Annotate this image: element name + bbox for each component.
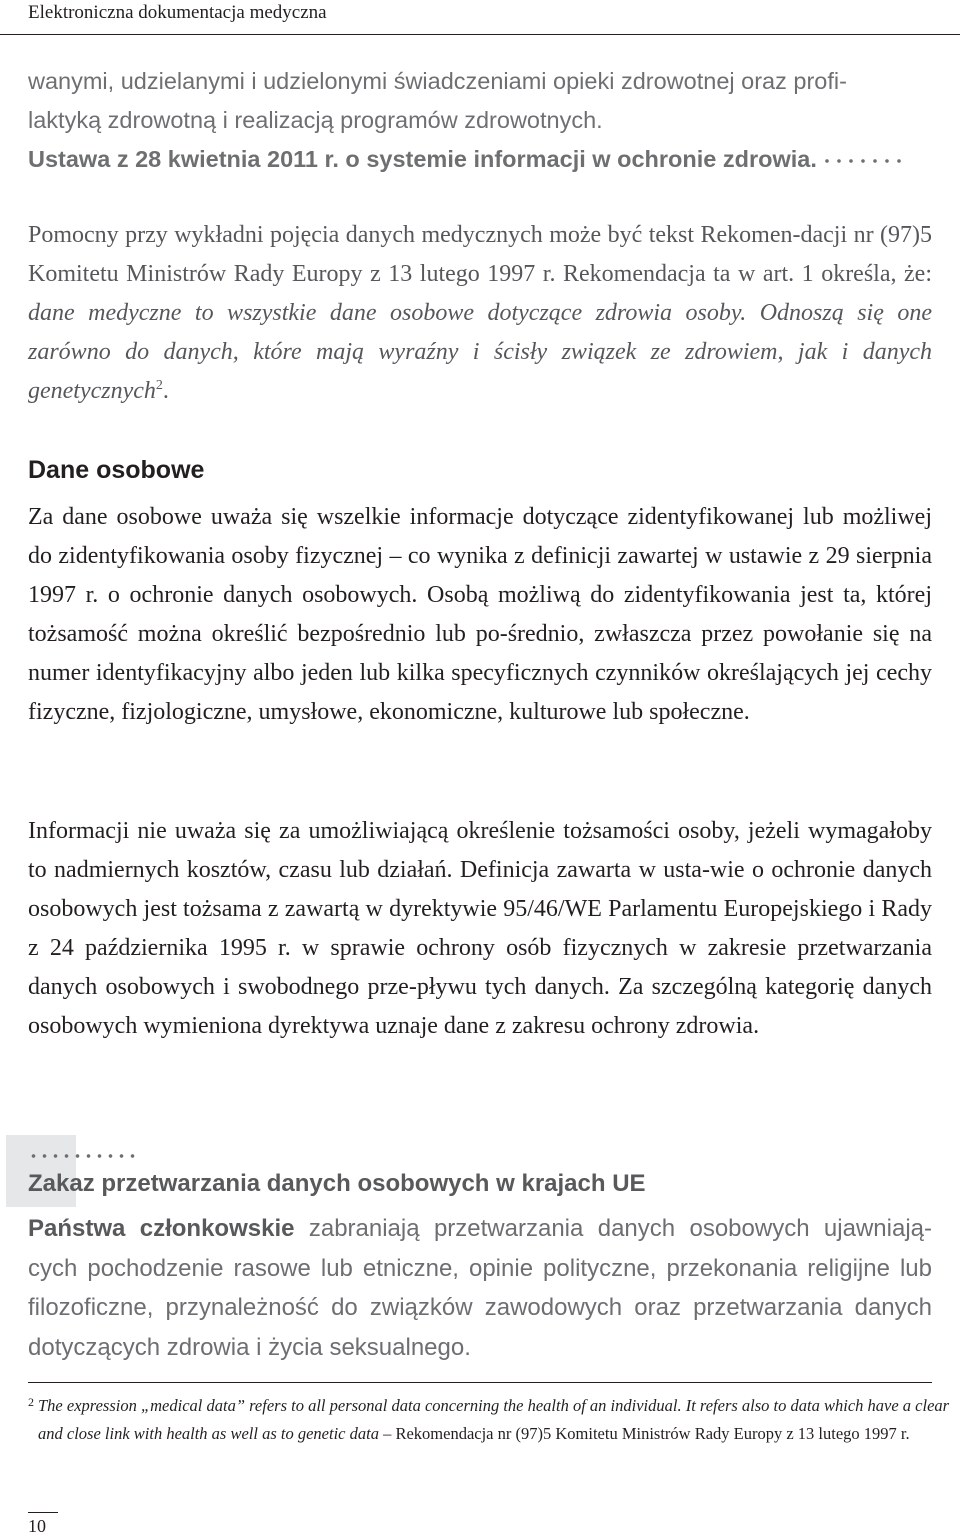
running-head: Elektroniczna dokumentacja medyczna — [28, 2, 327, 23]
ue-box-text — [28, 1209, 932, 1367]
footnote-body — [28, 1392, 960, 1448]
footnote — [28, 1392, 960, 1448]
footnote-plain: – Rekomendacja nr (97)5 Komitetu Ministrów Rady Europy z 13 lutego 1997 r. — [378, 1424, 910, 1443]
paragraph-personal-data: Za dane osobowe uważa się wszelkie informacje dotyczące zidentyfikowanej lub możliwej do zidentyfikowania osoby fizycznej – co wynika z definicji zawartej w ustawie z 29 sierpnia 1997 r. o ochronie danych osobowych. Osobą możliwą do zidentyfikowania jest ta, której tożsamość można określić bezpośrednio lub po-średnio, zwłaszcza przez powołanie się na numer identyfikacyjny albo jeden lub kilka specyficznych czynników określających jej cechy fizyczne, fizjologiczne, umysłowe, ekonomiczne, kulturowe lub społeczne. — [28, 504, 932, 725]
paragraph-recommendation-end: . — [162, 378, 169, 404]
footnote-italic: The expression „medical data” refers to all personal data concerning the health of an individual. It refers also to data which have a clear and close link with health as well as to genetic data — [38, 1396, 950, 1443]
paragraph-directive: Informacji nie uważa się za umożliwiającą określenie tożsamości osoby, jeżeli wymagałoby to nadmiernych kosztów, czasu lub działań. Definicja zawarta w usta-wie o ochronie danych osobowych jest tożsama z zawartą w dyrektywie 95/46/WE Parlamentu Europejskiego i Rady z 24 października 1995 r. w sprawie ochrony osób fizycznych w zakresie przetwarzania danych osobowych i swobodnego prze-pływu tych danych. Za szczególną kategorię danych osobowych wymieniona dyrektywa uznaje dane z zakresu ochrony zdrowia. — [28, 818, 932, 1039]
excerpt-citation-text: Ustawa z 28 kwietnia 2011 r. o systemie informacji w ochronie zdrowia. — [28, 146, 817, 172]
footnote-ref: 2 — [155, 378, 163, 393]
page-number: 10 — [28, 1516, 46, 1536]
paragraph-recommendation — [28, 216, 932, 411]
dotted-divider-icon — [28, 1152, 140, 1160]
excerpt-line-1: wanymi, udzielanymi i udzielonymi świadczeniami opieki zdrowotnej oraz profi- — [28, 68, 847, 94]
header-rule — [0, 34, 960, 35]
dotted-leader-icon — [821, 158, 903, 164]
excerpt-line-2: laktyką zdrowotną i realizacją programów zdrowotnych. — [28, 107, 603, 133]
ue-box-lead: Państwa członkowskie — [28, 1215, 295, 1242]
footnote-rule — [28, 1382, 932, 1383]
section-heading: Dane osobowe — [28, 456, 205, 484]
ue-box-heading: Zakaz przetwarzania danych osobowych w krajach UE — [28, 1170, 646, 1197]
paragraph-recommendation-text: Pomocny przy wykładni pojęcia danych medycznych może być tekst Rekomen-dacji nr (97)5 Komitetu Ministrów Rady Europy z 13 lutego 1997 r. Rekomendacja ta w art. 1 określa, że: — [28, 222, 932, 287]
recommendation-quote: dane medyczne to wszystkie dane osobowe dotyczące zdrowia osoby. Odnoszą się one zarówno do danych, które mają wyraźny i ścisły związek ze zdrowiem, jak i danych genetycznych — [28, 300, 932, 404]
page-number-rule — [28, 1512, 58, 1513]
excerpt-citation — [28, 140, 928, 179]
ue-box-body: zabraniają przetwarzania danych osobowych ujawniają-cych pochodzenie rasowe lub etniczne, opinie polityczne, przekonania religijne lub filozoficzne, przynależność do związków zawodowych oraz przetwarzania danych dotyczących zdrowia i życia seksualnego. — [28, 1215, 932, 1361]
footnote-number: 2 — [28, 1395, 34, 1409]
law-excerpt — [28, 62, 928, 179]
